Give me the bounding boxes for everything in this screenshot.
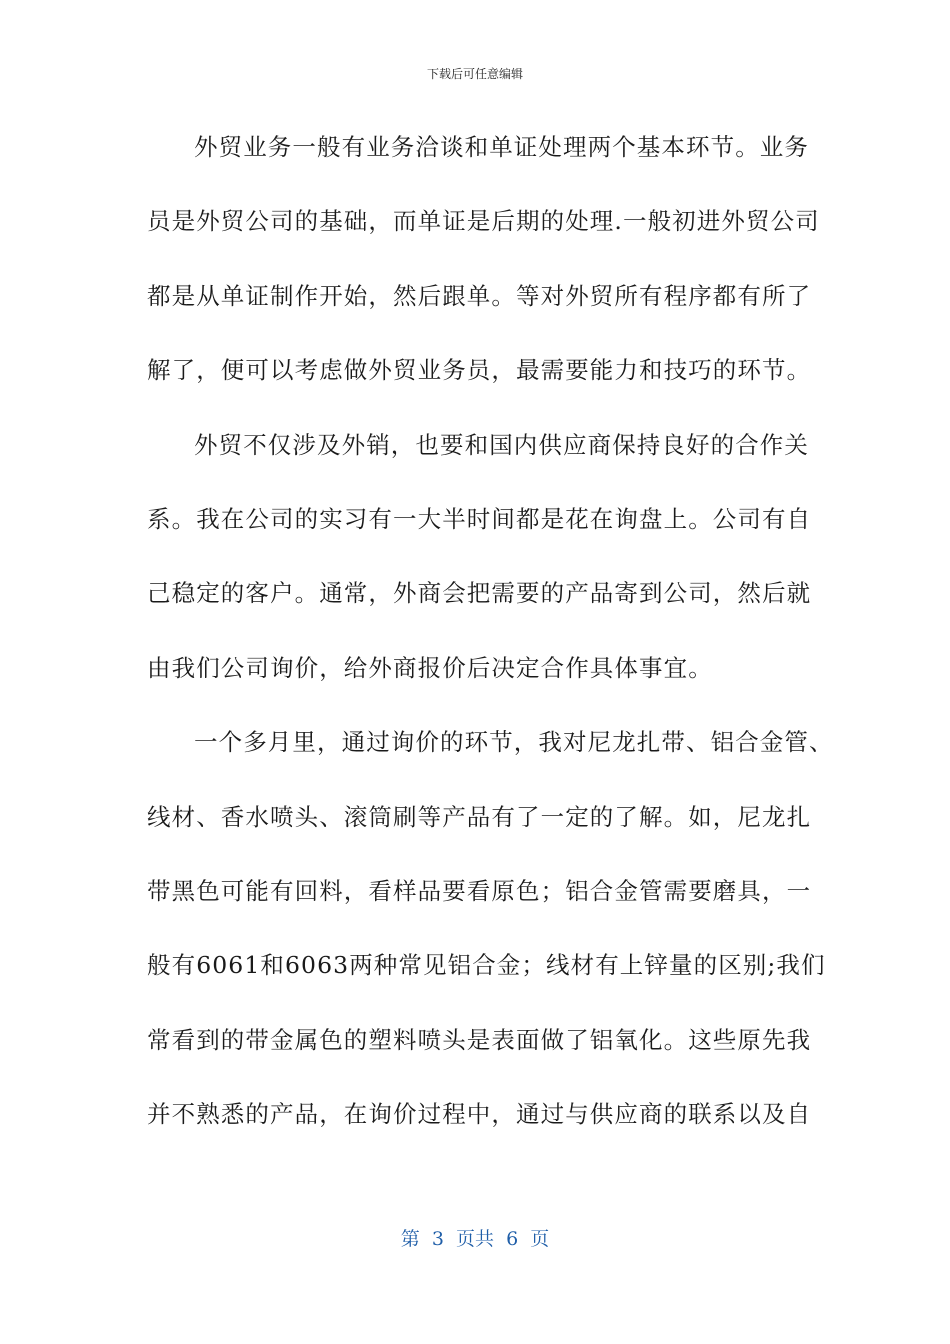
- paragraph-2-line-3: 己稳定的客户。通常，外商会把需要的产品寄到公司，然后就: [147, 579, 812, 608]
- paragraph-1-line-2: 员是外贸公司的基础，而单证是后期的处理.一般初进外贸公司: [147, 207, 820, 236]
- paragraph-3-line-4: 般有6061和6063两种常见铝合金；线材有上锌量的区别;我们: [147, 951, 826, 980]
- paragraph-2-line-2: 系。我在公司的实习有一大半时间都是花在询盘上。公司有自: [147, 504, 812, 533]
- paragraph-3-line-5: 常看到的带金属色的塑料喷头是表面做了铝氧化。这些原先我: [147, 1025, 812, 1054]
- document-body: [147, 110, 834, 1151]
- paragraph-3-line-6: 并不熟悉的产品，在询价过程中，通过与供应商的联系以及自: [147, 1100, 812, 1129]
- paragraph-3-line-2: 线材、香水喷头、滚筒刷等产品有了一定的了解。如，尼龙扎: [147, 802, 812, 831]
- paragraph-2-line-1: 外贸不仅涉及外销，也要和国内供应商保持良好的合作关: [194, 430, 809, 459]
- paragraph-2-line-4: 由我们公司询价，给外商报价后决定合作具体事宜。: [147, 653, 713, 682]
- paragraph-3-line-3: 带黑色可能有回料，看样品要看原色；铝合金管需要磨具，一: [147, 876, 812, 905]
- page-header: 下载后可任意编辑: [426, 67, 523, 81]
- paragraph-1-line-4: 解了，便可以考虑做外贸业务员，最需要能力和技巧的环节。: [147, 356, 812, 385]
- paragraph-3-line-1: 一个多月里，通过询价的环节，我对尼龙扎带、铝合金管、: [194, 728, 834, 757]
- paragraph-1-line-3: 都是从单证制作开始，然后跟单。等对外贸所有程序都有所了: [147, 281, 812, 310]
- paragraph-1-line-1: 外贸业务一般有业务洽谈和单证处理两个基本环节。业务: [194, 133, 809, 161]
- page-number-footer: 第 3 页共 6 页: [400, 1228, 550, 1250]
